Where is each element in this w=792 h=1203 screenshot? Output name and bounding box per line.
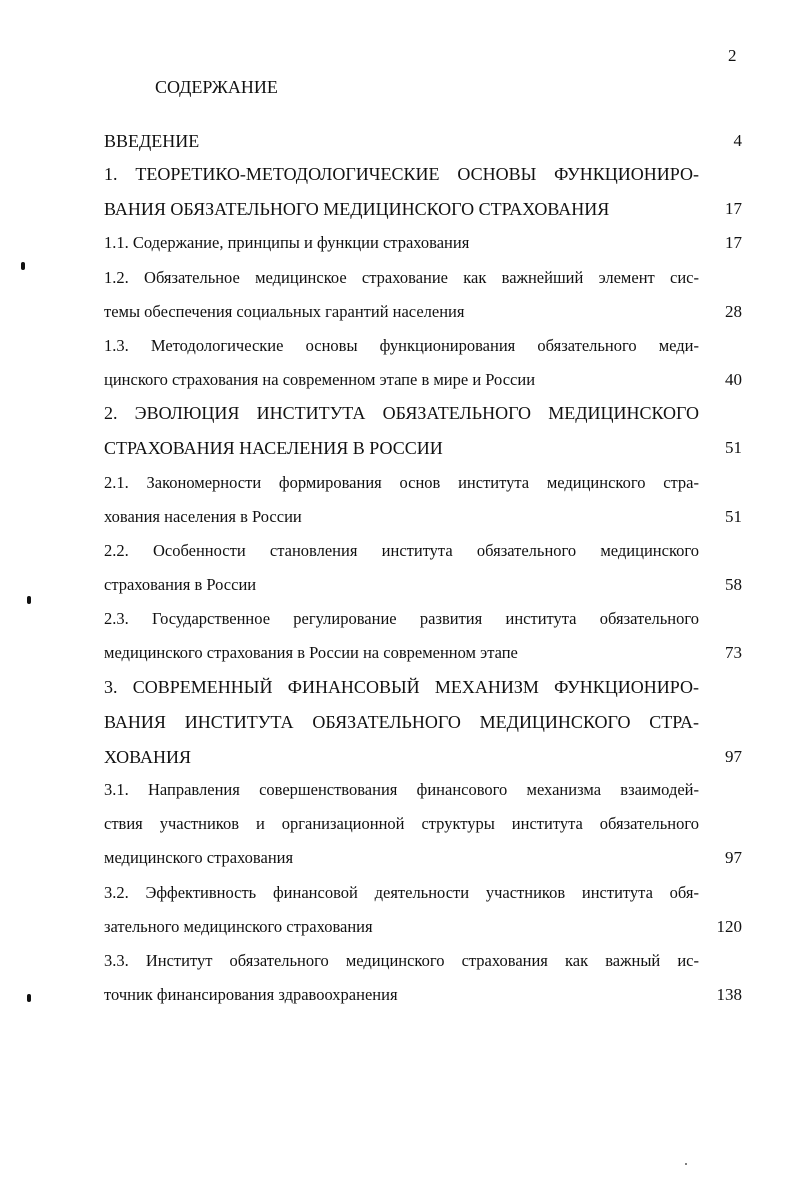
toc-entry-line: 2.3. Государственное регулирование развития института обязательного bbox=[104, 609, 699, 628]
toc-entry-line: 3.3. Институт обязательного медицинского страхования как важный ис- bbox=[104, 951, 699, 970]
toc-entry-line: страхования в России bbox=[104, 575, 257, 594]
page-number: 2 bbox=[728, 46, 737, 65]
toc-entry-line: медицинского страхования в России на современном этапе bbox=[104, 643, 518, 662]
toc-entry-line: зательного медицинского страхования bbox=[104, 917, 373, 936]
toc-title: СОДЕРЖАНИЕ bbox=[155, 77, 278, 97]
margin-mark bbox=[27, 994, 31, 1002]
margin-mark bbox=[21, 262, 25, 270]
toc-entry-line: точник финансирования здравоохранения bbox=[104, 985, 398, 1004]
toc-entry-page: 51 bbox=[725, 507, 742, 526]
toc-entry-line: 1.3. Методологические основы функционирования обязательного меди- bbox=[104, 336, 699, 355]
toc-entry-line: ствия участников и организационной структуры института обязательного bbox=[104, 814, 699, 833]
toc-entry-line: ВВЕДЕНИЕ bbox=[104, 131, 200, 151]
toc-entry-page: 73 bbox=[725, 643, 742, 662]
toc-entry-line: 2.1. Закономерности формирования основ института медицинского стра- bbox=[104, 473, 699, 492]
toc-entry-line: СТРАХОВАНИЯ НАСЕЛЕНИЯ В РОССИИ bbox=[104, 438, 443, 458]
toc-entry-page: 17 bbox=[725, 233, 742, 252]
toc-entry-line: 1.2. Обязательное медицинское страхование как важнейший элемент сис- bbox=[104, 268, 699, 287]
scan-speck bbox=[685, 1163, 687, 1165]
toc-entry-line: цинского страхования на современном этапе в мире и России bbox=[104, 370, 536, 389]
toc-entry-page: 28 bbox=[725, 302, 742, 321]
toc-entry-line: 3.1. Направления совершенствования финансового механизма взаимодей- bbox=[104, 780, 699, 799]
toc-entry-line: 1.1. Содержание, принципы и функции страхования bbox=[104, 233, 470, 252]
toc-entry-page: 40 bbox=[725, 370, 742, 389]
toc-entry-page: 17 bbox=[725, 199, 742, 218]
toc-entry-line: 2. ЭВОЛЮЦИЯ ИНСТИТУТА ОБЯЗАТЕЛЬНОГО МЕДИЦИНСКОГО bbox=[104, 403, 699, 423]
toc-entry-line: 3. СОВРЕМЕННЫЙ ФИНАНСОВЫЙ МЕХАНИЗМ ФУНКЦИОНИРО- bbox=[104, 677, 699, 697]
toc-entry-page: 51 bbox=[725, 438, 742, 457]
toc-entry-line: хования населения в России bbox=[104, 507, 302, 526]
toc-entry-line: 2.2. Особенности становления института обязательного медицинского bbox=[104, 541, 699, 560]
margin-mark bbox=[27, 596, 31, 604]
toc-entry-page: 58 bbox=[725, 575, 742, 594]
toc-entry-line: ВАНИЯ ИНСТИТУТА ОБЯЗАТЕЛЬНОГО МЕДИЦИНСКОГО СТРА- bbox=[104, 712, 699, 732]
toc-entry-line: 3.2. Эффективность финансовой деятельности участников института обя- bbox=[104, 883, 699, 902]
toc-entry-page: 97 bbox=[725, 848, 742, 867]
toc-entry-line: 1. ТЕОРЕТИКО-МЕТОДОЛОГИЧЕСКИЕ ОСНОВЫ ФУНКЦИОНИРО- bbox=[104, 164, 699, 184]
toc-entry-page: 120 bbox=[716, 917, 742, 936]
toc-entry-page: 97 bbox=[725, 747, 742, 766]
toc-entry-line: ВАНИЯ ОБЯЗАТЕЛЬНОГО МЕДИЦИНСКОГО СТРАХОВАНИЯ bbox=[104, 199, 610, 219]
toc-entry-page: 4 bbox=[733, 131, 742, 150]
toc-entry-line: медицинского страхования bbox=[104, 848, 294, 867]
toc-entry-page: 138 bbox=[716, 985, 742, 1004]
toc-entry-line: ХОВАНИЯ bbox=[104, 747, 191, 767]
toc-entry-line: темы обеспечения социальных гарантий населения bbox=[104, 302, 465, 321]
